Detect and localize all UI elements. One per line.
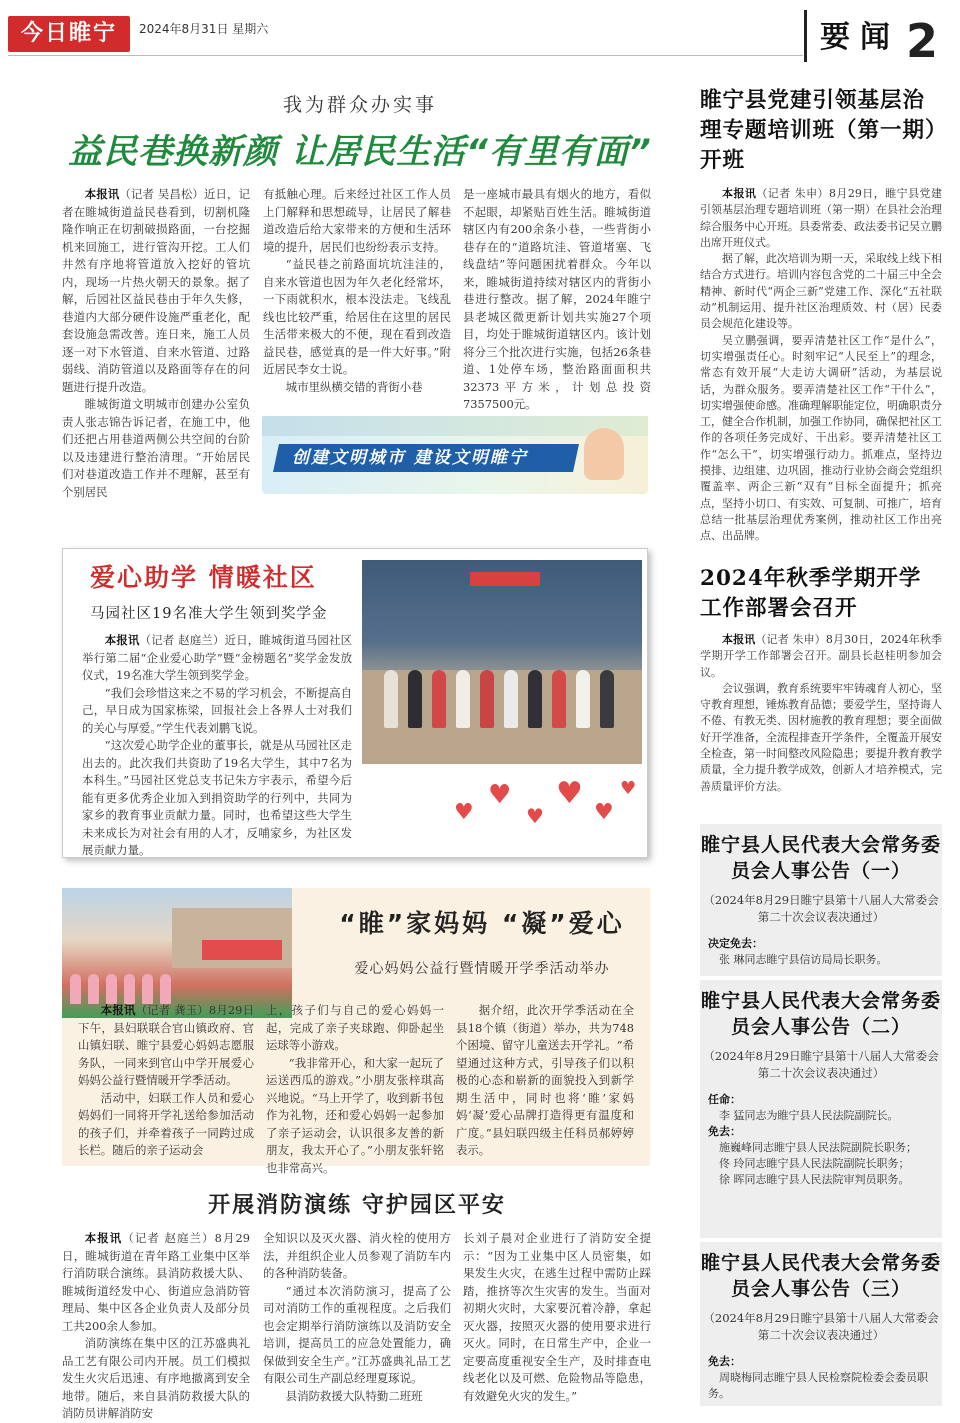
right-article1-byline: 本报讯 <box>722 187 757 200</box>
issue-date: 2024年8月31日 星期六 <box>139 22 269 36</box>
student-figure <box>600 670 614 728</box>
charity-event-photo <box>62 888 292 1018</box>
article1-headline: 益民巷换新颜 让居民生活“有里有面” <box>68 132 652 172</box>
heart-icon: ♥ <box>620 778 637 799</box>
notice-body <box>700 1082 942 1194</box>
participant-figure <box>88 974 99 1004</box>
article4-column-2: 全知识以及灭火器、消火栓的使用方法，并组织企业人员参观了消防车内的各种消防装备。 “通过本次消防演习，提高了公司对消防工作的重视程度。之后我们也会定期举行消防演练以及消防安全培训，提高员工的应急处置能力，确保做到安全生产。”江苏盛典礼品工艺有限公司生产副总经理夏琢说。 县消防救援大队特勤二班班 <box>263 1231 451 1403</box>
article4-headline: 开展消防演练 守护园区平安 <box>208 1192 506 1218</box>
right-article2-body: 本报讯（记者 朱申）8月30日，2024年秋季学期开学工作部署会召开。副县长赵桂明参加会议。 会议强调，教育系统要牢牢铸魂育人初心，坚守教育理想，锤炼教育品德；要爱学生，坚持诲人不倦、有教无类、因材施教的教育理想；要全面做好开学准备，全流程排查开学条件，全覆盖开展安全检查，第一时间整改风险隐患；要提升教育教学质量，全力提升教学成效，创新人才培养模式，完善质量评价方法。 <box>700 633 942 793</box>
notice-label: 免去： <box>708 1125 741 1138</box>
heart-icon: ♥ <box>526 804 544 828</box>
article3-headline: “睢”家妈妈 “凝”爱心 <box>339 909 625 938</box>
article4-column-3: 长刘子晨对企业进行了消防安全提示：“因为工业集中区人员密集，如果发生火灾，在逃生过程中需防止踩踏，推挤等次生灾害的发生。当面对初期火灾时，大家要沉着冷静，拿起灭火器，按照灭火器的使用要求进行灭火。同时，在日常生产中，企业一定要高度重视安全生产，及时排查电线老化以及可燃、危险物品等隐患，有效避免火灾的发生。” <box>463 1231 651 1403</box>
photo-sign <box>470 572 540 586</box>
student-figure <box>528 670 542 728</box>
article4-byline: 本报讯 <box>84 1231 123 1245</box>
notice-title: 睢宁县人民代表大会常务委员会人事公告（三） <box>700 1252 941 1300</box>
participant-figure <box>124 974 135 1004</box>
notice-label: 免去： <box>708 1355 741 1368</box>
participant-figure <box>160 974 171 1004</box>
right-article1-body: 本报讯（记者 朱申）8月29日，睢宁县党建引领基层治理专题培训班（第一期）在县社会治理综合服务中心开班。县委常委、政法委书记吴立鹏出席开班仪式。 据了解，此次培训为期一天，采取线上线下相结合方式进行。培训内容包含党的二十届三中全会精神、新时代“两企三新”党建工作、深化“五社联动”机制运用、提升社区治理质效、村（居）民委员会规范化建设等。 吴立鹏强调，要弄清楚社区工作“是什么”，切实增强责任心。时刻牢记“人民至上”的理念，常态有效开展“大走访大调研”活动，为基层说话，为群众服务。要弄清楚社区工作“干什么”，切实增强使命感。准确理解职能定位，明确职责分工，健全合作机制，加强工作协同，确保把社区工作的各项任务完成好、干出彩。要弄清楚社区工作“怎么干”，切实增强行动力。抓难点，坚持边摸排、边组建、边巩固，推动行业协会商会党组织覆盖率、两企三新“双有”目标全面提升；抓亮点，坚持小切口、有实效、可复制、可推广，培育总结一批基层治理优秀案例，推动社区工作出亮点、出品牌。 <box>700 187 942 543</box>
notice-label: 决定免去： <box>708 937 763 950</box>
heart-icon: ♥ <box>488 780 512 810</box>
article1-column-2: 有抵触心理。后来经过社区工作人员上门解释和思想疏导，让居民了解巷道改造后给大家带来的方便和生活环境的提升，居民们也纷纷表示支持。 “益民巷之前路面坑坑洼洼的，自来水管道也因为年久老化经常坏，一下雨就积水，根本没法走。飞线乱线也比较严重，给居住在这里的居民生活带来极大的不便，现在看到改造益民巷，感觉真的是一件大好事。”附近居民李女士说。 城市里纵横交错的背街小巷 <box>263 187 451 394</box>
notice-item: 周晓梅同志睢宁县人民检察院检委会委员职务。 <box>708 1371 928 1400</box>
civilization-banner <box>262 416 648 494</box>
article1-byline: 本报讯 <box>84 187 120 201</box>
student-figure <box>552 670 566 728</box>
header-divider <box>8 55 803 56</box>
article3-column-3: 据介绍，此次开学季活动在全县18个镇（街道）举办，共为748个困境、留守儿童送去开学礼。“希望通过这种方式，引导孩子们以积极的心态和崭新的面貌投入到新学期生活中，同时也将‘睢’家妈妈‘凝’爱心品牌打造得更有温度和广度。”县妇联四级主任科员郝婷婷表示。 <box>456 1003 634 1157</box>
student-figure <box>432 670 446 728</box>
heart-icon: ♥ <box>594 800 614 825</box>
article1-kicker: 我为群众办实事 <box>282 94 437 116</box>
notice-label: 任命： <box>708 1093 741 1106</box>
article1-column-1: 本报讯（记者 吴昌松）近日，记者在睢城街道益民巷看到，切割机隆隆作响正在切割破损路面，一台挖掘机来回施工，进行管沟开挖。工人们井然有序地将管道放入挖好的管坑内，现场一片热火朝天的景象。据了解，后园社区益民巷由于年久失修，巷道内大部分硬件设施严重老化，配套设施急需改善。连日来，施工人员逐一对下水管道、自来水管道、过路弱线、消防管道以及路面等存在的问题进行提升改造。 睢城街道文明城市创建办公室负责人张志锦告诉记者，在施工中，他们还把占用巷道两侧公共空间的台阶以及违建进行整治清理。“开始居民们对巷道改造工作并不理解，甚至有个别居民 <box>62 187 250 499</box>
article2-byline: 本报讯 <box>104 633 140 647</box>
scholarship-photo <box>362 560 642 764</box>
notice-item: 张 琳同志睢宁县信访局局长职务。 <box>719 953 888 966</box>
participant-figure <box>106 974 117 1004</box>
personnel-notice-1 <box>700 824 942 976</box>
student-figure <box>384 670 398 728</box>
personnel-notice-3 <box>700 1242 942 1406</box>
event-banner <box>202 940 282 960</box>
newspaper-logo: 今日睢宁 <box>8 16 130 52</box>
right-article2-headline: 2024年秋季学期开学工作部署会召开 <box>700 566 922 621</box>
notice-title: 睢宁县人民代表大会常务委员会人事公告（二） <box>700 990 941 1038</box>
article2-headline: 爱心助学 情暖社区 <box>90 563 317 592</box>
notice-subtitle: （2024年8月29日睢宁县第十八届人大常委会第二十次会议表决通过） <box>703 893 939 924</box>
section-name: 要闻 <box>820 20 900 55</box>
participant-figure <box>142 974 153 1004</box>
notice-subtitle: （2024年8月29日睢宁县第十八届人大常委会第二十次会议表决通过） <box>703 1311 939 1342</box>
article2-body: 本报讯（记者 赵庭兰）近日，睢城街道马园社区举行第二届“企业爱心助学”暨“金榜题名”奖学金发放仪式，19名准大学生领到奖学金。 “我们会珍惜这来之不易的学习机会，不断提高自己，早日成为国家栋梁，回报社会上各界人士对我们的关心与厚爱。”学生代表刘鹏飞说。 “这次爱心助学企业的董事长，就是从马园社区走出去的。此次我们共资助了19名大学生，其中7名为本科生。”马园社区党总支书记朱方宇表示，希望今后能有更多优秀企业加入到捐资助学的行列中，共同为家乡的教育事业贡献力量。同时，也希望这些大学生未来成长为对社会有用的人才，反哺家乡，为社区发展贡献力量。 <box>82 633 352 857</box>
article1-column-3: 是一座城市最具有烟火的地方，看似不起眼，却紧贴百姓生活。睢城街道辖区内有200余条小巷，一些背街小巷存在的“道路坑洼、管道堵塞、飞线盘结”等问题困扰着群众。今年以来，睢城街道持续对辖区内的背街小巷进行整改。据了解，2024年睢宁县老城区微更新计划共实施27个项目，均处于睢城街道辖区内。该计划将分三个批次进行实施，包括26条巷道、1处停车场，整治路面面积共32373平方米，计划总投资7357500元。 <box>463 187 651 411</box>
article3-column-1: 本报讯（记者 龚玉）8月29日下午，县妇联联合官山镇政府、官山镇妇联、睢宁县爱心妈妈志愿服务队，一同来到官山中学开展爱心妈妈公益行暨情暖开学季活动。 活动中，妇联工作人员和爱心妈妈们一同将开学礼送给参加活动的孩子们，并牵着孩子一同跨过成长栏。随后的亲子运动会 <box>78 1003 254 1157</box>
student-figure <box>480 670 494 728</box>
article2-subheadline: 马园社区19名准大学生领到奖学金 <box>90 606 328 622</box>
notice-item: 施巍峰同志睢宁县人民法院副院长职务； <box>719 1141 917 1154</box>
article4-column-1: 本报讯（记者 赵庭兰）8月29日，睢城街道在青年路工业集中区举行消防联合演练。县消防救援大队、睢城街道经发中心、街道应急消防管理局、集中区各企业负责人及部分员工共200余人参加。 消防演练在集中区的江苏盛典礼品工艺有限公司内开展。员工们模拟发生火灾后迅速、有序地撤离到安全地带。随后，来自县消防救援大队的消防员讲解消防安 <box>62 1231 250 1420</box>
student-figure <box>408 670 422 728</box>
notice-item: 佟 玲同志睢宁县人民法院副院长职务； <box>719 1157 910 1170</box>
notice-item: 李 猛同志为睢宁县人民法院副院长。 <box>719 1109 899 1122</box>
notice-title: 睢宁县人民代表大会常务委员会人事公告（一） <box>700 834 941 882</box>
notice-body <box>700 926 942 974</box>
personnel-notice-2 <box>700 980 942 1238</box>
notice-body <box>700 1344 942 1408</box>
article3-column-2: 上，孩子们与自己的爱心妈妈一起，完成了亲子夹球跑、仰卧起坐运球等小游戏。 “我非常开心，和大家一起玩了运送西瓜的游戏。”小朋友张梓琪高兴地说。“马上开学了，收到新书包作为礼物，还和爱心妈妈一起参加了亲子运动会，认识很多友善的新朋友，我太开心了。”小朋友张轩铭也非常高兴。 <box>266 1003 444 1175</box>
article3-byline: 本报讯 <box>100 1003 136 1017</box>
page-number: 2 <box>906 14 939 68</box>
hand-illustration <box>584 428 624 480</box>
header-vertical-bar <box>804 10 807 62</box>
article3-subheadline: 爱心妈妈公益行暨情暖开学季活动举办 <box>354 961 610 977</box>
heart-icon: ♥ <box>454 800 474 825</box>
banner-slogan: 创建文明城市 建设文明睢宁 <box>292 448 528 468</box>
notice-item: 徐 晖同志睢宁县人民法院审判员职务。 <box>719 1173 910 1186</box>
student-figure <box>504 670 518 728</box>
heart-icon: ♥ <box>556 776 583 811</box>
notice-subtitle: （2024年8月29日睢宁县第十八届人大常委会第二十次会议表决通过） <box>703 1049 939 1080</box>
hearts-hands-illustration <box>444 770 644 850</box>
student-figure <box>456 670 470 728</box>
participant-figure <box>70 974 81 1004</box>
right-article2-byline: 本报讯 <box>722 633 756 646</box>
student-figure <box>576 670 590 728</box>
right-article1-headline: 睢宁县党建引领基层治理专题培训班（第一期）开班 <box>700 88 937 173</box>
masthead <box>0 0 960 72</box>
